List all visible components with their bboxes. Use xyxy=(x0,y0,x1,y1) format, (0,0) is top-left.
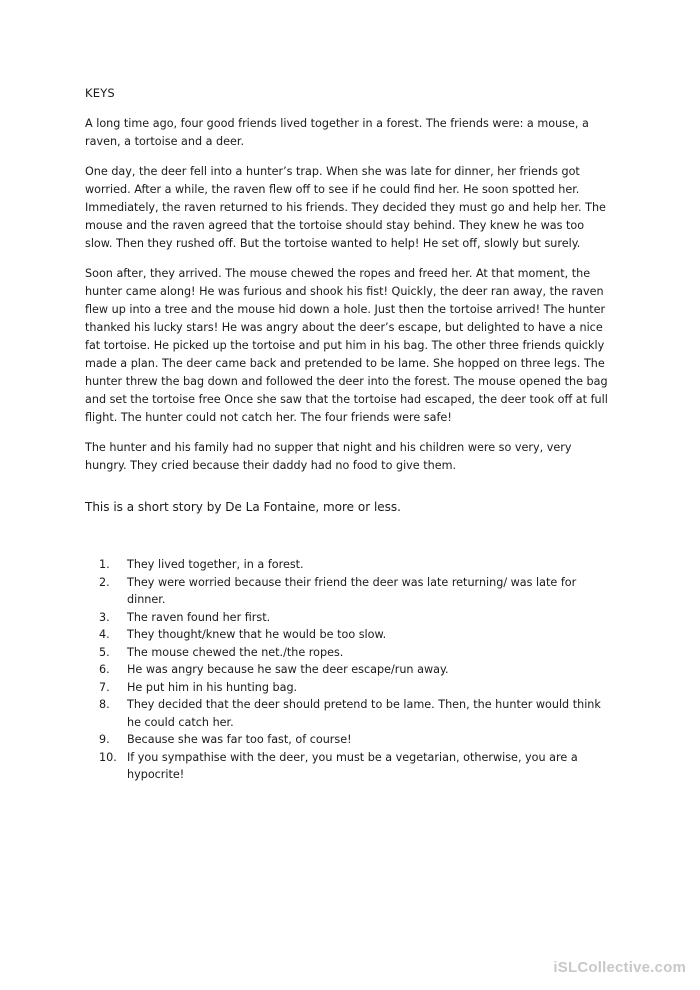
answer-text: If you sympathise with the deer, you must be a vegetarian, otherwise, you are a hypocrite! xyxy=(127,750,578,781)
answer-item xyxy=(85,626,615,644)
answer-number: 3. xyxy=(99,610,110,624)
answer-number: 2. xyxy=(99,575,110,589)
page-heading: KEYS xyxy=(85,86,115,100)
story-paragraph-1: A long time ago, four good friends lived together in a forest. The friends were: a mouse, a raven, a tortoise and a deer. xyxy=(85,117,589,148)
answer-item xyxy=(85,644,615,662)
answer-number: 8. xyxy=(99,698,110,711)
answer-number: 10. xyxy=(99,750,117,764)
answer-number: 6. xyxy=(99,663,110,676)
answer-text: They were worried because their friend the deer was late returning/ was late for dinner. xyxy=(127,575,577,606)
answer-item xyxy=(85,609,615,627)
answer-key-list xyxy=(85,556,615,784)
answer-item xyxy=(85,661,615,679)
answer-text: They thought/knew that he would be too slow. xyxy=(127,628,387,641)
answer-number: 4. xyxy=(99,628,110,641)
answer-text: He put him in his hunting bag. xyxy=(127,680,298,694)
story-paragraph-2: One day, the deer fell into a hunter’s trap. When she was late for dinner, her friends got worried. After a while, the raven flew off to see if he could find her. He soon spotted her. Immediately, the raven returned to his friends. They decided they must go and help her. The mouse and the raven agreed that the tortoise should stay behind. They knew he was too slow. Then they rushed off. But the tortoise wanted to help! He set off, slowly but surely. xyxy=(85,165,606,250)
answer-number: 9. xyxy=(99,733,110,746)
answer-text: The raven found her first. xyxy=(127,610,271,624)
answer-number: 5. xyxy=(99,645,110,659)
answer-item xyxy=(85,696,615,731)
story-credit: This is a short story by De La Fontaine, more or less. xyxy=(85,500,401,514)
answer-text: He was angry because he saw the deer escape/run away. xyxy=(127,663,449,676)
story-paragraph-4: The hunter and his family had no supper that night and his children were so very, very hungry. They cried because their daddy had no food to give them. xyxy=(85,441,572,472)
answer-item xyxy=(85,749,615,784)
document-body xyxy=(85,86,615,475)
answer-text: Because she was far too fast, of course! xyxy=(127,733,352,746)
answer-text: They decided that the deer should pretend to be lame. Then, the hunter would think he could catch her. xyxy=(127,698,601,729)
story-paragraph-3: Soon after, they arrived. The mouse chewed the ropes and freed her. At that moment, the hunter came along! He was furious and shook his fist! Quickly, the deer ran away, the raven flew up into a tree and the mouse hid down a hole. Just then the tortoise arrived! The hunter thanked his lucky stars! He was angry about the deer’s escape, but delighted to have a nice fat tortoise. He picked up the tortoise and put him in his bag. The other three friends quickly made a plan. The deer came back and pretended to be lame. She hopped on three legs. The hunter threw the bag down and followed the deer into the forest. The mouse opened the bag and set the tortoise free Once she saw that the tortoise had escaped, the deer took off at full flight. The hunter could not catch her. The four friends were safe! xyxy=(85,267,608,424)
answer-text: They lived together, in a forest. xyxy=(127,558,304,571)
answer-item xyxy=(85,731,615,749)
answer-text: The mouse chewed the net./the ropes. xyxy=(127,645,344,659)
answer-item xyxy=(85,679,615,697)
answer-item xyxy=(85,574,615,609)
answer-number: 1. xyxy=(99,558,110,571)
answer-item xyxy=(85,556,615,574)
site-watermark: iSLCollective.com xyxy=(553,959,686,976)
answer-number: 7. xyxy=(99,680,110,694)
